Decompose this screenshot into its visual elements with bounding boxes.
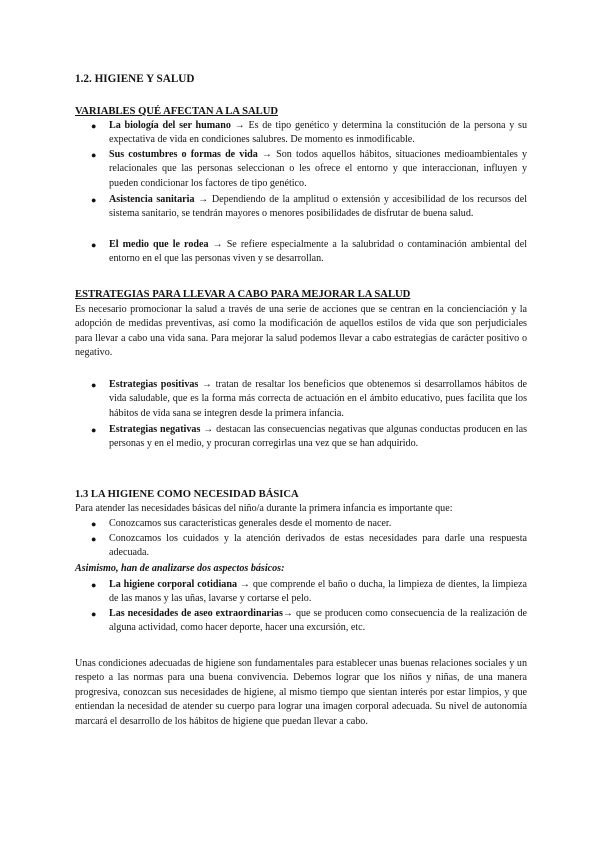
list-item [0, 378, 527, 423]
item-text: que comprende el baño o ducha, la limpieza de dientes, la limpieza de las manos y las uñas, lavarse y cortarse el pelo. [109, 579, 528, 605]
list-item [0, 423, 527, 468]
item-term: Sus costumbres o formas de vida [109, 149, 258, 160]
aspects-heading: Asimismo, han de analizarse dos aspectos básicos: [75, 563, 285, 574]
bullet-icon: ● [91, 425, 97, 435]
list-item [0, 607, 527, 636]
item-text: destacan las consecuencias negativas que algunas conductas producen en las personas y en el medio, y procuran corregirlas una vez que se han adquirido. [109, 424, 527, 450]
item-text: Dependiendo de la amplitud o extensión y accesibilidad de los recursos del sistema sanitario, se tendrán mayores o menores posibilidades de disfrutar de buena salud. [109, 194, 527, 220]
item-text: Conozcamos sus características generales desde el momento de nacer. [109, 518, 392, 529]
item-term: El medio que le rodea [109, 239, 209, 250]
bullet-icon: ● [91, 150, 97, 160]
strategies-heading: ESTRATEGIAS PARA LLEVAR A CABO PARA MEJORAR LA SALUD [75, 289, 411, 300]
arrow-icon: → [257, 149, 277, 160]
item-term: Las necesidades de aseo extraordinarias [109, 608, 283, 619]
bullet-icon: ● [91, 121, 97, 131]
needs-list [0, 517, 527, 561]
list-item [0, 193, 527, 238]
item-term: Estrategias positivas [109, 379, 199, 390]
item-text: tratan de resaltar los beneficios que obtenemos si desarrollamos hábitos de vida saludable, que es la forma más correcta de actuación en el ámbito educativo, pues facilita que los hábitos de vida sana se integren desde la primera infancia. [109, 379, 527, 419]
aspects-list [0, 578, 527, 636]
bullet-icon: ● [91, 240, 97, 250]
strategies-list [0, 378, 527, 468]
list-item [0, 532, 527, 561]
variables-heading: VARIABLES QUÉ AFECTAN A LA SALUD [75, 106, 279, 117]
bullet-icon: ● [91, 580, 97, 590]
variables-list [0, 119, 527, 267]
item-term: Asistencia sanitaria [109, 194, 195, 205]
section-title-higiene-necesidad: 1.3 LA HIGIENE COMO NECESIDAD BÁSICA [75, 489, 299, 500]
item-term: Estrategias negativas [109, 424, 201, 435]
arrow-icon: → [208, 239, 227, 250]
section-title-higiene-salud: 1.2. HIGIENE Y SALUD [75, 73, 195, 85]
bullet-icon: ● [91, 534, 97, 544]
bullet-icon: ● [91, 380, 97, 390]
list-item [0, 119, 527, 148]
arrow-icon: → [194, 194, 212, 205]
bullet-icon: ● [91, 609, 97, 619]
strategies-intro: Es necesario promocionar la salud a través de una serie de acciones que se centran en la concienciación y la adopción de medidas preventivas, así como la modificación de aquellos estilos de vida que son perjudiciales para llevar a cabo una vida sana. Para mejorar la salud podemos llevar a cabo estrategias de carácter positivo o negativo. [75, 304, 527, 359]
bullet-icon: ● [91, 195, 97, 205]
arrow-icon: → [237, 579, 253, 590]
item-text: que se producen como consecuencia de la realización de alguna actividad, como hacer deporte, hacer una excursión, etc. [109, 608, 527, 634]
arrow-icon: → [282, 608, 296, 619]
item-text: Es de tipo genético y determina la constitución de la persona y su expectativa de vida en condiciones salubres. De momento es inmodificable. [109, 120, 527, 146]
arrow-icon: → [198, 379, 216, 390]
list-item [0, 517, 527, 532]
arrow-icon: → [200, 424, 217, 435]
arrow-icon: → [230, 120, 249, 131]
item-term: La biología del ser humano [109, 120, 231, 131]
item-text: Son todos aquellos hábitos, situaciones medioambientales y relacionales que las personas seleccionan o les ofrece el entorno y que interaccionan, influyen y pueden condicionar los factores de tipo genético. [109, 149, 528, 189]
list-item [0, 238, 527, 267]
item-term: La higiene corporal cotidiana [109, 579, 238, 590]
closing-paragraph: Unas condiciones adecuadas de higiene son fundamentales para establecer unas buenas relaciones sociales y un respeto a las normas para una buena convivencia. Debemos lograr que los niños y niñas, de una manera progresiva, conozcan sus necesidades de higiene, al mismo tiempo que sientan interés por estar limpios, y que entiendan la necesidad de atender su cuerpo para lograr una imagen corporal adecuada. Su nivel de autonomía marcará el desarrollo de los hábitos de higiene que puedan llevar a cabo. [75, 658, 527, 727]
list-item [0, 148, 527, 193]
item-text: Conozcamos los cuidados y la atención derivados de estas necesidades para darle una respuesta adecuada. [109, 533, 527, 559]
bullet-icon: ● [91, 519, 97, 529]
list-item [0, 578, 527, 607]
item-text: Se refiere especialmente a la salubridad o contaminación ambiental del entorno en el que las personas viven y se desarrollan. [109, 239, 527, 265]
needs-intro: Para atender las necesidades básicas del niño/a durante la primera infancia es importante que: [75, 503, 453, 514]
